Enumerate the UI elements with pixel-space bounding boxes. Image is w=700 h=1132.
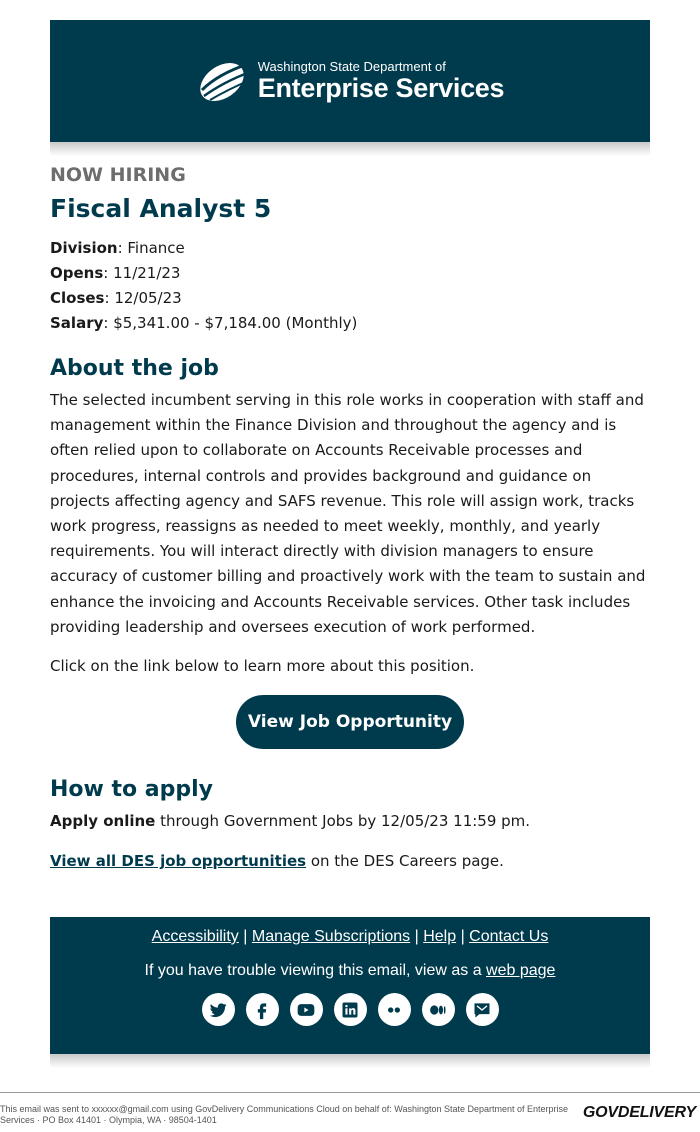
email-body (50, 162, 650, 874)
view-job-opportunity-button[interactable]: View Job Opportunity (236, 695, 464, 749)
logo-line-1: Washington State Department of (257, 59, 446, 74)
email-footer (50, 917, 650, 1054)
help-link[interactable]: Help (423, 928, 457, 945)
all-jobs-line (50, 849, 650, 874)
accessibility-link[interactable]: Accessibility (151, 928, 239, 945)
division-line (50, 236, 650, 261)
job-title: Fiscal Analyst 5 (50, 194, 272, 223)
about-body: The selected incumbent serving in this role works in cooperation with staff and management within the Finance Division and throughout the agency and is often relied upon to collaborate on Accounts Receivable processes and procedures, internal controls and provides background and guidance on projects affecting agency and SAFS revenue. This role will assign work, tracks work progress, reassigns as needed to meet weekly, monthly, and yearly requirements. You will interact directly with division managers to ensure accuracy of customer billing and proactively work with the team to sustain and enhance the invoicing and Accounts Receivable services. Other task includes providing leadership and oversees execution of work performed. (50, 391, 646, 636)
linkedin-icon[interactable] (334, 993, 367, 1026)
opens-value: : 11/21/23 (103, 264, 181, 282)
opens-label: Opens (50, 264, 104, 282)
footer-separator: | (410, 928, 424, 945)
division-value: : Finance (117, 239, 185, 257)
legal-divider (0, 1092, 700, 1093)
apply-online-bold: Apply online (50, 812, 156, 831)
salary-line (50, 311, 650, 336)
govdelivery-logo[interactable] (583, 1104, 696, 1122)
medium-icon[interactable] (422, 993, 455, 1026)
how-to-apply-heading: How to apply (50, 777, 214, 803)
email-icon[interactable] (466, 993, 499, 1026)
trouble-text: If you have trouble viewing this email, view as a (144, 962, 487, 979)
email-header-banner (50, 20, 650, 142)
apply-online-line (50, 809, 650, 834)
flickr-icon[interactable] (378, 993, 411, 1026)
cta-row (50, 695, 650, 749)
des-logo (196, 56, 504, 106)
twitter-icon[interactable] (202, 993, 235, 1026)
govdelivery-wordmark: GOVDELIVERY (582, 1104, 696, 1121)
division-label: Division (50, 239, 118, 257)
closes-label: Closes (50, 289, 105, 307)
youtube-icon[interactable] (290, 993, 323, 1026)
salary-value: : $5,341.00 - $7,184.00 (Monthly) (103, 314, 358, 332)
logo-line-2: Enterprise Services (257, 73, 505, 103)
apply-online-rest: through Government Jobs by 12/05/23 11:59 pm. (155, 812, 531, 831)
now-hiring-label: NOW HIRING (50, 164, 186, 186)
learn-more-text: Click on the link below to learn more about this position. (50, 657, 475, 676)
footer-links (50, 927, 650, 947)
salary-label: Salary (50, 314, 104, 332)
closes-line (50, 286, 650, 311)
social-icons (50, 993, 650, 1026)
opens-line (50, 261, 650, 286)
contact-us-link[interactable]: Contact Us (469, 928, 549, 945)
web-page-link[interactable]: web page (486, 962, 556, 979)
facebook-icon[interactable] (246, 993, 279, 1026)
all-jobs-rest: on the DES Careers page. (306, 852, 504, 871)
des-swoosh-icon (196, 56, 252, 106)
about-heading: About the job (50, 356, 219, 381)
legal-text: This email was sent to xxxxxx@gmail.com using GovDelivery Communications Cloud on behalf of: Washington State Department of Enterprise Services · PO Box 41401 · Olympia, WA · 98504-1401 (0, 1104, 569, 1125)
web-view-message (50, 961, 650, 981)
header-shadow (50, 142, 650, 156)
manage-subscriptions-link[interactable]: Manage Subscriptions (251, 928, 411, 945)
footer-separator: | (456, 928, 470, 945)
closes-value: : 12/05/23 (104, 289, 182, 307)
all-des-jobs-link[interactable]: View all DES job opportunities (50, 852, 307, 871)
footer-separator: | (238, 928, 252, 945)
footer-shadow (50, 1054, 650, 1068)
